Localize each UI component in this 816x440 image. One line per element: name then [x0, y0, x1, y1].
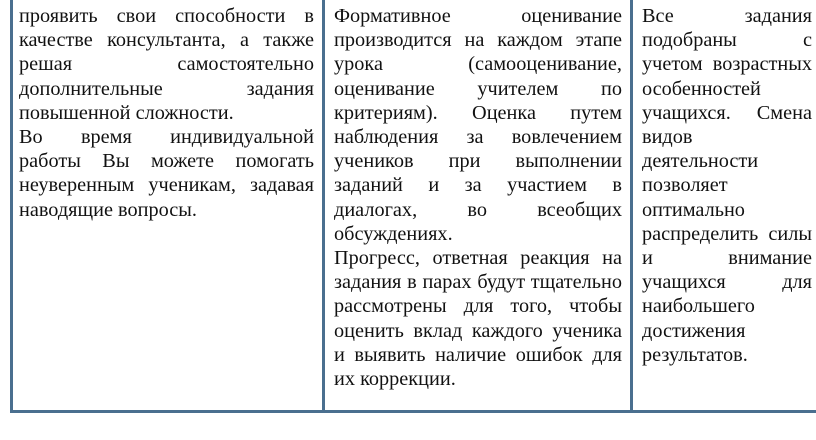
cell-paragraph: Прогресс, ответная реакция на задания в парах будут тщательно рассмотрены для того, чтобы оценить вклад каждого ученика и выявить наличие ошибок для их коррекции. — [334, 247, 622, 391]
cell-paragraph: проявить свои способности в качестве консультанта, а также решая самостоятельно дополнительные задания повышенной сложности. — [19, 5, 314, 124]
lesson-plan-table — [10, 0, 816, 413]
table-cell-assessment — [325, 0, 633, 410]
cell-paragraph: Все задания подобраны с учетом возрастных особенностей учащихся. Смена видов деятельности позволяет оптимально распределить силы и внимание учащихся для наибольшего достижения результатов. — [642, 5, 812, 366]
cell-paragraph: Формативное оценивание производится на каждом этапе урока (самооценивание, оценивание учителем по критериям). Оценка путем наблюдения за вовлечением учеников при выполнении заданий и за участием в диалогах, во всеобщих обсуждениях. — [334, 5, 622, 245]
cell-paragraph: Во время индивидуальной работы Вы можете помогать неуверенным ученикам, задавая наводящие вопросы. — [19, 126, 314, 221]
table-cell-health-safety — [633, 0, 816, 410]
table-cell-differentiation — [13, 0, 325, 410]
